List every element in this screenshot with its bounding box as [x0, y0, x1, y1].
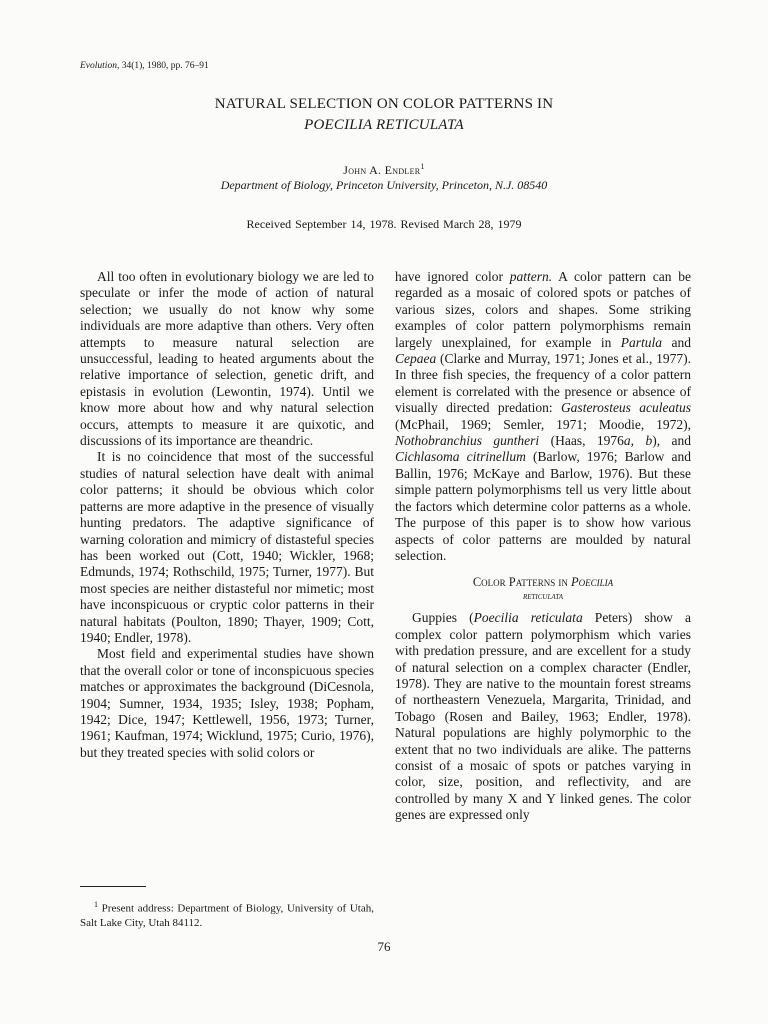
volume-pages: 34(1), 1980, pp. 76–91 — [119, 61, 209, 71]
paragraph-guppies: Guppies (Poecilia reticulata Peters) show a complex color pattern polymorphism which varies with predation pressure, and are excellent for a study of natural selection on a complex character (Endler, 1978). They are native to the mountain forest streams of northeastern Venezuela, Margarita, Trinidad, and Tobago (Rosen and Bailey, 1963; Endler, 1978). Natural populations are highly polymorphic to the extent that no two individuals are alike. The patterns consist of a mosaic of spots or patches varying in color, size, position, and reflectivity, and are controlled by many X and Y linked genes. The color genes are expressed only — [395, 610, 692, 823]
received-dates: Received September 14, 1978. Revised March 28, 1979 — [246, 217, 522, 231]
paragraph-field-studies: Most field and experimental studies have shown that the overall color or tone of inconspicuous species matches or approximates the background (DiCesnola, 1904; Sumner, 1934, 1935; Isley, 1938; Popham, 1942; Dice, 1947; Kettlewell, 1956, 1973; Turner, 1961; Kaufman, 1974; Wicklund, 1975; Curio, 1976), but they treated species with solid colors or — [80, 646, 374, 760]
journal-citation — [80, 61, 209, 71]
paragraph-color-patterns: It is no coincidence that most of the successful studies of natural selection have dealt with animal color patterns; it should be obvious which color patterns are more adaptive in the presence of visually hunting predators. The adaptive significance of warning coloration and mimicry of distasteful species has been worked out (Cott, 1940; Wickler, 1968; Edmunds, 1974; Rothschild, 1975; Turner, 1977). But most species are neither distasteful nor mimetic; most have inconspicuous or cryptic color patterns in their natural habitats (Poulton, 1890; Thayer, 1909; Cott, 1940; Endler, 1978). — [80, 449, 374, 645]
left-column — [80, 269, 374, 761]
author-affiliation: Department of Biology, Princeton University, Princeton, N.J. 08540 — [220, 178, 548, 192]
title-line-2: POECILIA RETICULATA — [304, 117, 464, 133]
author-footnote-mark: 1 — [420, 162, 425, 171]
author-line — [0, 162, 768, 178]
journal-name: Evolution, — [80, 61, 120, 71]
paragraph-continued: have ignored color pattern. A color pattern can be regarded as a mosaic of colored spots or patches of various sizes, colors and shapes. Some striking examples of color pattern polymorphisms remain largely unexplained, for example in Partula and Cepaea (Clarke and Murray, 1971; Jones et al., 1977). In three fish species, the frequency of a color pattern element is correlated with the presence or absence of visually directed predation: Gasterosteus aculeatus (McPhail, 1969; Semler, 1971; Moodie, 1972), Nothobranchius guntheri (Haas, 1976a, b), and Cichlasoma citrinellum (Barlow, 1976; Barlow and Ballin, 1976; McKaye and Barlow, 1976). But these simple pattern polymorphisms tell us very little about the factors which determine color patterns as a whole. The purpose of this paper is to show how various aspects of color patterns are moulded by natural selection. — [395, 269, 692, 563]
section-heading: Color Patterns in Poecilia — [472, 575, 614, 590]
paper-title — [0, 94, 768, 136]
footnote-rule — [80, 886, 146, 887]
page-number: 76 — [377, 939, 391, 954]
footnote — [80, 898, 374, 930]
author-name: John A. Endler — [343, 163, 421, 177]
section-heading-line-2: reticulata — [522, 591, 564, 603]
footnote-text: Present address: Department of Biology, University of Utah, Salt Lake City, Utah 84112. — [80, 902, 374, 929]
right-column — [395, 269, 691, 824]
paragraph-intro: All too often in evolutionary biology we are led to speculate or infer the mode of action of natural selection; we usually do not know why some individuals are more adaptive than others. Very often attempts to measure natural selection are unsuccessful, leading to heated arguments about the relative importance of selection, genetic drift, and epistasis in evolution (Lewontin, 1974). Until we know more about how and why natural selection occurs, attempts to measure it are quixotic, and discussions of its importance are theandric. — [80, 269, 374, 449]
footnote-mark: 1 — [94, 900, 98, 909]
title-line-1: NATURAL SELECTION ON COLOR PATTERNS IN — [214, 96, 554, 112]
